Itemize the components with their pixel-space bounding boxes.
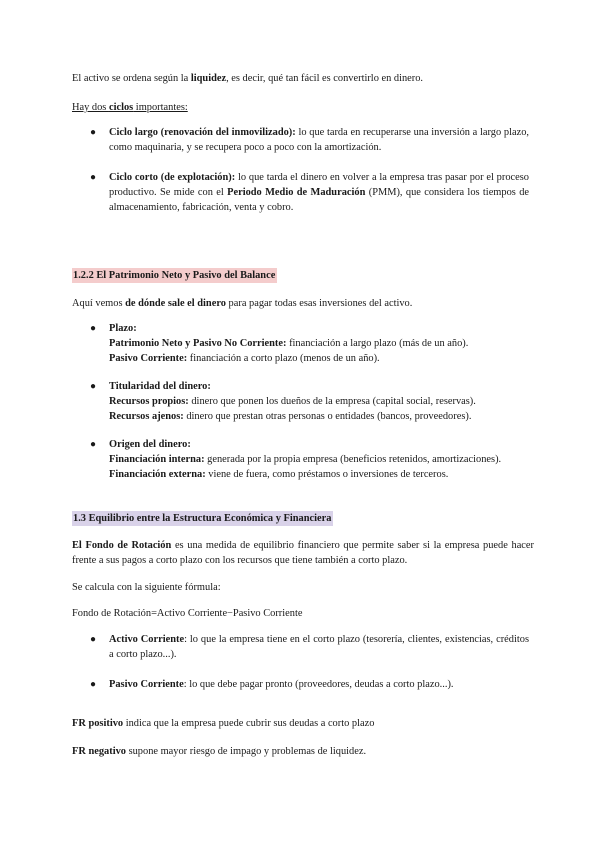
bullet-icon: ● xyxy=(90,172,97,183)
group-titularidad xyxy=(109,379,529,424)
intro-paragraph: El activo se ordena según la liquidez, es decir, qué tan fácil es convertirlo en dinero. xyxy=(72,73,424,84)
bullet-icon: ● xyxy=(90,679,97,690)
bullet-icon: ● xyxy=(90,323,97,334)
cycles-intro: Hay dos ciclos importantes: xyxy=(72,102,188,113)
pasivo-corriente-item: Pasivo Corriente: lo que debe pagar pronto (proveedores, deudas a corto plazo...). xyxy=(109,679,454,690)
section-heading-1-3: 1.3 Equilibrio entre la Estructura Económica y Financiera xyxy=(73,513,332,524)
formula: Fondo de Rotación=Activo Corriente−Pasivo Corriente xyxy=(72,608,303,619)
group-line: Patrimonio Neto y Pasivo No Corriente: financiación a largo plazo (más de un año). xyxy=(109,338,469,349)
group-title: Origen del dinero: xyxy=(109,439,191,450)
section-heading-1-2-2: 1.2.2 El Patrimonio Neto y Pasivo del Balance xyxy=(73,270,276,281)
group-line: Pasivo Corriente: financiación a corto plazo (menos de un año). xyxy=(109,353,380,364)
group-line: Recursos propios: dinero que ponen los dueños de la empresa (capital social, reservas). xyxy=(109,396,476,407)
fr-positive-paragraph: FR positivo indica que la empresa puede cubrir sus deudas a corto plazo xyxy=(72,718,375,729)
group-line: Financiación interna: generada por la propia empresa (beneficios retenidos, amortizaciones). xyxy=(109,454,502,465)
group-line: Financiación externa: viene de fuera, como préstamos o inversiones de terceros. xyxy=(109,469,449,480)
group-title: Plazo: xyxy=(109,323,137,334)
bullet-icon: ● xyxy=(90,439,97,450)
group-line: Recursos ajenos: dinero que prestan otras personas o entidades (bancos, proveedores). xyxy=(109,411,472,422)
fr-negative-paragraph: FR negativo supone mayor riesgo de impago y problemas de liquidez. xyxy=(72,746,367,757)
cycle-short-item: Ciclo corto (de explotación): lo que tarda el dinero en volver a la empresa tras pasar por el proceso productivo. Se mide con el Periodo Medio de Maduración (PMM), que considera los tiempos de almacenamiento, fabricación, venta y cobro. xyxy=(109,172,529,213)
formula-intro: Se calcula con la siguiente fórmula: xyxy=(72,582,221,593)
bullet-icon: ● xyxy=(90,127,97,138)
group-plazo xyxy=(109,321,529,366)
activo-corriente-item: Activo Corriente: lo que la empresa tiene en el corto plazo (tesorería, clientes, existencias, créditos a corto plazo...). xyxy=(109,634,529,660)
cycle-long-item: Ciclo largo (renovación del inmovilizado): lo que tarda en recuperarse una inversión a largo plazo, como maquinaria, y se recupera poco a poco con la amortización. xyxy=(109,127,529,153)
fondo-rotacion-paragraph: El Fondo de Rotación es una medida de equilibrio financiero que permite saber si la empresa puede hacer frente a sus pagos a corto plazo con los recursos que tiene también a corto plazo. xyxy=(72,540,534,566)
bullet-icon: ● xyxy=(90,634,97,645)
bullet-icon: ● xyxy=(90,381,97,392)
group-origen xyxy=(109,437,529,482)
section-122-intro: Aquí vemos de dónde sale el dinero para pagar todas esas inversiones del activo. xyxy=(72,298,413,309)
group-title: Titularidad del dinero: xyxy=(109,381,211,392)
